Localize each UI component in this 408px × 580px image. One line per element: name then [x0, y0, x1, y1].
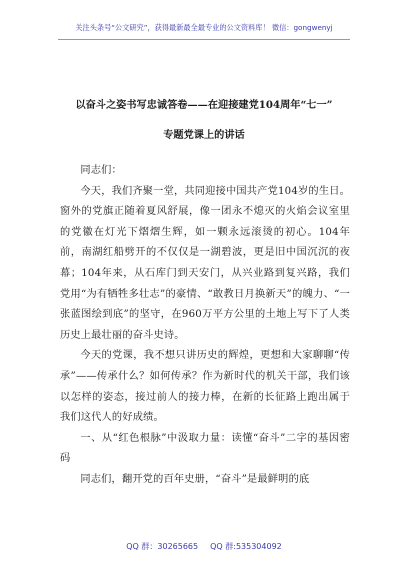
section-heading: 一、从“红色根脉”中汲取力量：读懂“奋斗”二字的基因密码 [60, 432, 350, 465]
document-subtitle: 专题党课上的讲话 [163, 129, 245, 141]
body-paragraph: 今天的党课，我不想只讲历史的辉煌，更想和大家聊聊“传承”——传承什么？如何传承？作为新时代的机关干部，我们该以怎样的姿态，接过前人的接力棒，在新的长征路上跑出属于我们这代人的好成绩。 [60, 350, 350, 424]
salutation-paragraph: 同志们： [80, 165, 122, 176]
footer-qq-group-2: QQ 群:535304092 [210, 542, 282, 551]
document-title: 以奋斗之姿书写忠诚答卷——在迎接建党104周年“七一” [75, 99, 333, 111]
header-note: 关注头条号“公文研究”，获得最新最全最专业的公文资料库！ 微信：gongwenyj [75, 23, 333, 32]
document-body [60, 161, 350, 491]
footer-qq-group-1: QQ 群：30265665 [126, 542, 199, 551]
body-paragraph: 同志们，翻开党的百年史册，“奋斗”是最鲜明的底 [80, 473, 310, 485]
footer [0, 541, 408, 552]
body-paragraph: 今天，我们齐聚一堂，共同迎接中国共产党104岁的生日。窗外的党旗正随着夏风舒展，像一团永不熄灭的火焰会议室里的党徽在灯光下熠熠生辉，如一颗永远滚烫的初心。104年前，南湖红船劈开的不仅仅是一湖碧波，更是旧中国沉沉的夜幕；104年来，从石库门到天安门，从兴业路到复兴路，我们党用“为有牺牲多壮志”的豪情、“敢教日月换新天”的魄力、“一张蓝图绘到底”的坚守，在960万平方公里的土地上写下了人类历史上最壮丽的奋斗史诗。 [60, 185, 350, 341]
header-divider [58, 39, 350, 40]
